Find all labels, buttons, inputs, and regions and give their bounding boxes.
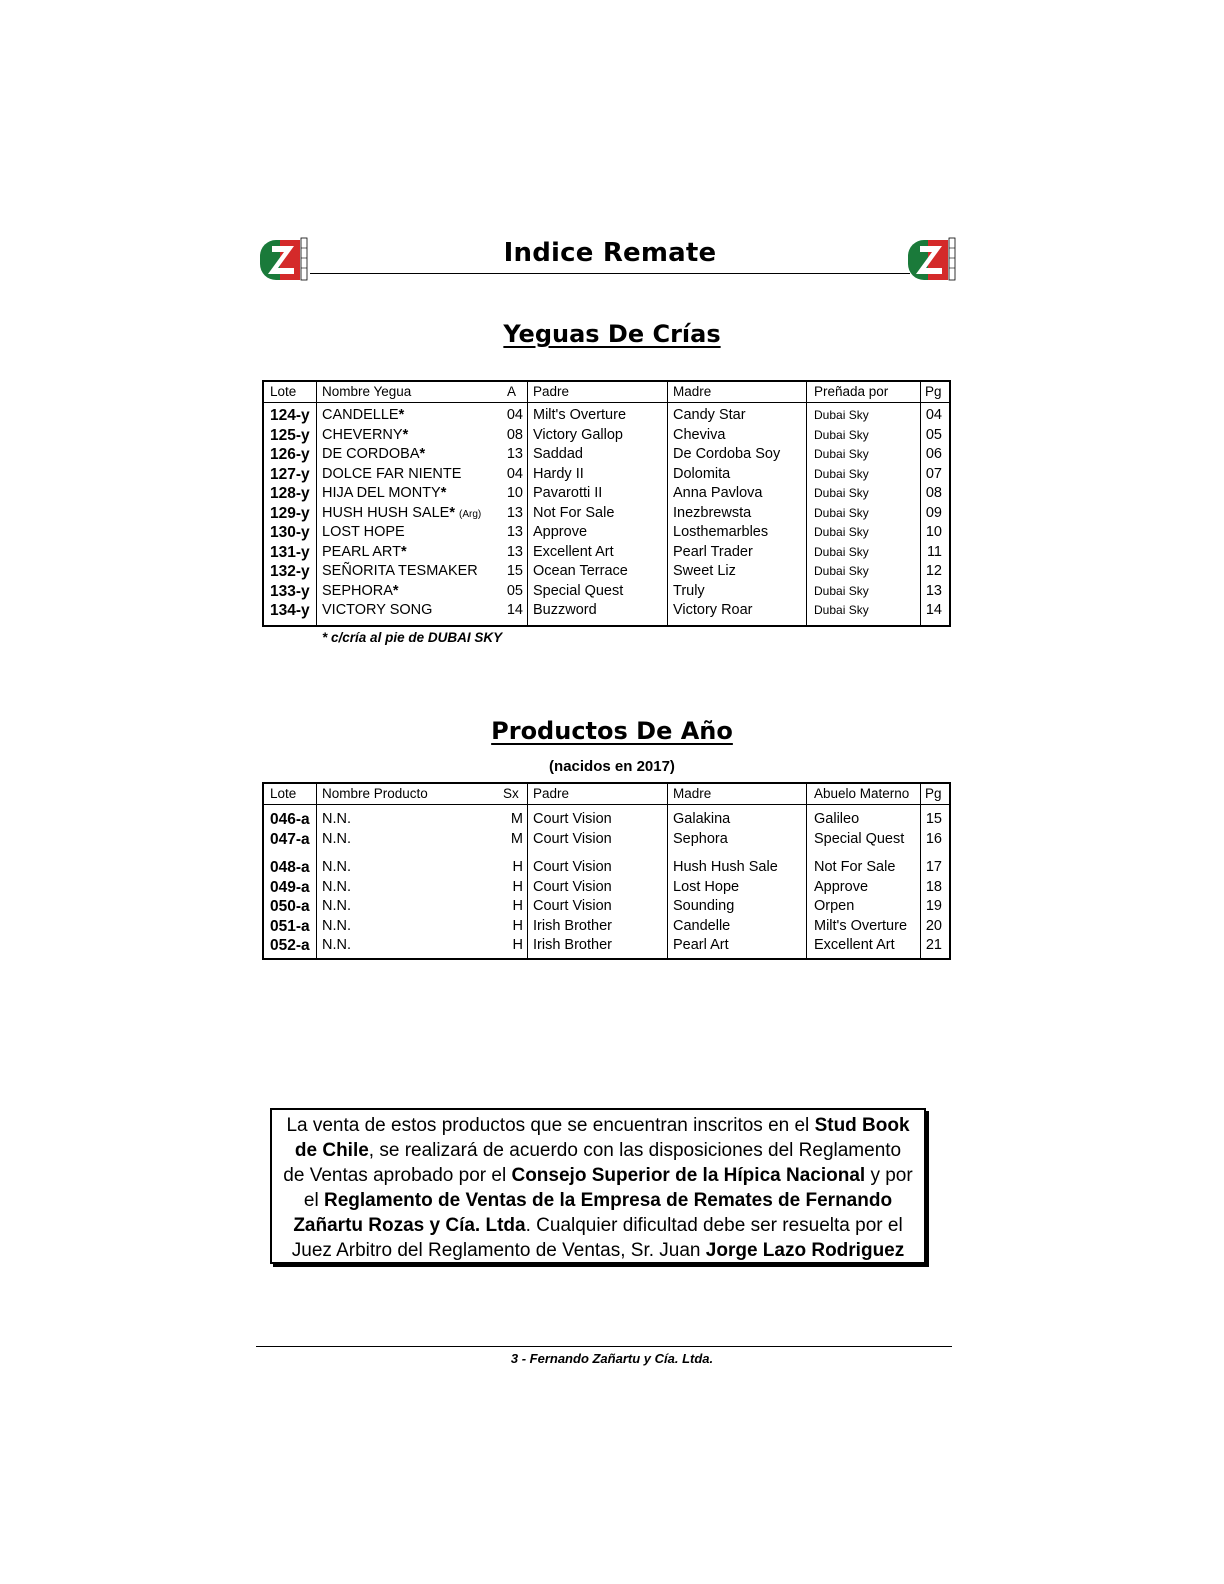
pagina-cell: 16 [925,830,942,847]
productos-table-body [264,805,949,956]
lote-cell: 132-y [270,563,310,580]
footer-divider [256,1346,952,1347]
nombre-producto-cell: N.N. [322,830,351,847]
pagina-cell: 12 [925,563,942,579]
pagina-cell: 18 [925,878,942,895]
lote-cell: 129-y [270,504,310,522]
productos-table-header [264,784,949,805]
madre-cell: Losthemarbles [673,524,769,540]
table-row [264,445,949,465]
table-row [264,426,949,446]
nombre-yegua-cell: VICTORY SONG [322,602,433,618]
nombre-yegua-cell: HIJA DEL MONTY* [322,485,447,501]
prenada-cell: Dubai Sky [814,505,869,520]
madre-cell: Hush Hush Sale [673,859,778,875]
lote-cell: 124-y [270,407,310,424]
abuelo-materno-cell: Milt's Overture [814,917,908,934]
padre-cell: Saddad [533,446,583,462]
col-prenada-por: Preñada por [814,384,889,399]
col-nombre-producto: Nombre Producto [322,786,428,801]
nombre-producto-cell: N.N. [322,917,351,934]
padre-cell: Hardy II [533,465,584,482]
table-row [264,543,949,563]
table-row [264,878,949,898]
pagina-cell: 04 [925,407,942,423]
table-row [264,810,949,830]
padre-cell: Irish Brother [533,937,612,953]
sexo-cell: H [512,937,523,953]
madre-cell: Sephora [673,830,728,847]
sexo-cell: M [510,811,523,827]
abuelo-materno-cell: Excellent Art [814,937,895,953]
lote-cell: 131-y [270,543,310,561]
yeguas-table-body [264,403,949,621]
edad-cell: 05 [506,582,523,599]
nombre-yegua-cell: CHEVERNY* [322,426,409,443]
padre-cell: Court Vision [533,878,612,895]
prenada-cell: Dubai Sky [814,466,869,481]
pagina-cell: 17 [925,859,942,875]
pagina-cell: 15 [925,811,942,827]
table-row [264,858,949,878]
padre-cell: Special Quest [533,582,624,599]
lote-cell: 049-a [270,878,310,896]
col-madre: Madre [673,786,712,801]
madre-cell: De Cordoba Soy [673,446,781,462]
lote-cell: 051-a [270,917,310,935]
edad-cell: 10 [506,485,523,501]
sexo-cell: H [512,898,523,914]
madre-cell: Cheviva [673,426,726,443]
table-row [264,465,949,485]
madre-cell: Candelle [673,917,731,934]
padre-cell: Buzzword [533,602,597,618]
edad-cell: 04 [506,407,523,423]
table-row [264,562,949,582]
sexo-cell: H [512,878,523,895]
table-row [264,830,949,850]
madre-cell: Inezbrewsta [673,504,752,521]
col-madre: Madre [673,384,712,399]
productos-subtitle: (nacidos en 2017) [549,758,675,775]
yeguas-footnote: * c/cría al pie de DUBAI SKY [322,630,503,645]
padre-cell: Excellent Art [533,543,614,560]
nombre-yegua-cell: DOLCE FAR NIENTE [322,465,462,482]
nombre-yegua-cell: SEÑORITA TESMAKER [322,563,478,579]
padre-cell: Ocean Terrace [533,563,628,579]
edad-cell: 13 [506,543,523,560]
sexo-cell: M [510,830,523,847]
productos-table [262,782,951,960]
abuelo-materno-cell: Special Quest [814,830,905,847]
madre-cell: Pearl Art [673,937,729,953]
abuelo-materno-cell: Not For Sale [814,859,896,875]
col-abuelo-materno: Abuelo Materno [814,786,910,801]
page-title: Indice Remate [503,238,717,268]
table-row [264,523,949,543]
table-row [264,406,949,426]
edad-cell: 04 [506,465,523,482]
madre-cell: Lost Hope [673,878,740,895]
pagina-cell: 10 [925,524,942,540]
padre-cell: Approve [533,524,588,540]
prenada-cell: Dubai Sky [814,603,869,617]
nombre-yegua-cell: HUSH HUSH SALE* (Arg) [322,504,482,521]
nombre-producto-cell: N.N. [322,898,351,914]
header-divider [310,273,910,274]
col-padre: Padre [533,384,570,399]
nombre-yegua-cell: PEARL ART* [322,543,407,560]
sale-notice-box: La venta de estos productos que se encuentran inscritos en el Stud Book de Chile, se realizará de acuerdo con las disposiciones del Reglamento de Ventas aprobado por el Consejo Superior de la Hípica Nacional y por el Reglamento de Ventas de la Empresa de Remates de Fernando Zañartu Rozas y Cía. Ltda. Cualquier dificultad debe ser resuelta por el Juez Arbitro del Reglamento de Ventas, Sr. Juan Jorge Lazo Rodriguez [270,1108,926,1264]
lote-cell: 130-y [270,524,310,541]
lote-cell: 128-y [270,485,310,502]
madre-cell: Sweet Liz [673,563,736,579]
nombre-yegua-cell: LOST HOPE [322,524,405,540]
yeguas-table [262,380,951,627]
col-a: A [507,384,517,399]
sexo-cell: H [512,917,523,934]
table-row [264,897,949,917]
edad-cell: 13 [506,504,523,521]
edad-cell: 13 [506,524,523,540]
pagina-cell: 06 [925,446,942,462]
madre-cell: Galakina [673,811,731,827]
padre-cell: Irish Brother [533,917,612,934]
prenada-cell: Dubai Sky [814,544,869,559]
nombre-yegua-cell: SEPHORA* [322,582,399,599]
edad-cell: 08 [506,426,523,443]
table-row [264,917,949,937]
pagina-cell: 08 [925,485,942,501]
padre-cell: Pavarotti II [533,485,603,501]
pagina-cell: 09 [925,504,942,521]
nombre-producto-cell: N.N. [322,937,351,953]
company-logo-icon [906,234,956,282]
madre-cell: Dolomita [673,465,731,482]
lote-cell: 052-a [270,937,310,954]
edad-cell: 13 [506,446,523,462]
padre-cell: Milt's Overture [533,407,627,423]
pagina-cell: 14 [925,602,942,618]
abuelo-materno-cell: Approve [814,878,869,895]
madre-cell: Anna Pavlova [673,485,763,501]
page-footer: 3 - Fernando Zañartu y Cía. Ltda. [510,1351,714,1366]
abuelo-materno-cell: Galileo [814,811,860,827]
pagina-cell: 07 [925,465,942,482]
lote-cell: 127-y [270,465,310,483]
prenada-cell: Dubai Sky [814,525,869,539]
padre-cell: Not For Sale [533,504,615,521]
col-padre: Padre [533,786,570,801]
nombre-yegua-cell: CANDELLE* [322,407,405,423]
table-row [264,582,949,602]
nombre-producto-cell: N.N. [322,878,351,895]
col-pg: Pg [925,786,942,801]
madre-cell: Truly [673,582,705,599]
table-row [264,601,949,621]
nombre-yegua-cell: DE CORDOBA* [322,446,426,462]
page-header [258,234,962,282]
prenada-cell: Dubai Sky [814,408,869,422]
madre-cell: Victory Roar [673,602,753,618]
yeguas-table-header [264,382,949,403]
col-sx: Sx [503,786,519,801]
lote-cell: 134-y [270,602,310,619]
pagina-cell: 11 [926,543,942,560]
table-row [264,484,949,504]
lote-cell: 046-a [270,811,310,828]
lote-cell: 050-a [270,898,310,915]
padre-cell: Court Vision [533,811,612,827]
padre-cell: Court Vision [533,898,612,914]
pagina-cell: 19 [925,898,942,914]
pagina-cell: 05 [925,426,942,443]
nombre-producto-cell: N.N. [322,811,351,827]
madre-cell: Sounding [673,898,735,914]
table-row [264,936,949,956]
col-pg: Pg [925,384,942,399]
yeguas-section-title: Yeguas De Crías [503,320,721,348]
col-lote: Lote [270,786,297,801]
lote-cell: 047-a [270,830,310,848]
abuelo-materno-cell: Orpen [814,898,855,914]
padre-cell: Court Vision [533,830,612,847]
prenada-cell: Dubai Sky [814,486,869,500]
madre-cell: Pearl Trader [673,543,753,560]
prenada-cell: Dubai Sky [814,583,869,598]
madre-cell: Candy Star [673,407,746,423]
pagina-cell: 21 [925,937,942,953]
lote-cell: 125-y [270,426,310,444]
prenada-cell: Dubai Sky [814,447,869,461]
col-nombre-yegua: Nombre Yegua [322,384,412,399]
productos-section-title: Productos De Año [491,717,733,745]
lote-cell: 133-y [270,582,310,600]
prenada-cell: Dubai Sky [814,427,869,442]
padre-cell: Court Vision [533,859,612,875]
pagina-cell: 13 [925,582,942,599]
col-lote: Lote [270,384,297,399]
table-row [264,504,949,524]
edad-cell: 15 [506,563,523,579]
prenada-cell: Dubai Sky [814,564,869,578]
sexo-cell: H [512,859,523,875]
pagina-cell: 20 [925,917,942,934]
nombre-producto-cell: N.N. [322,859,351,875]
edad-cell: 14 [506,602,523,618]
lote-cell: 048-a [270,859,310,876]
lote-cell: 126-y [270,446,310,463]
padre-cell: Victory Gallop [533,426,623,443]
